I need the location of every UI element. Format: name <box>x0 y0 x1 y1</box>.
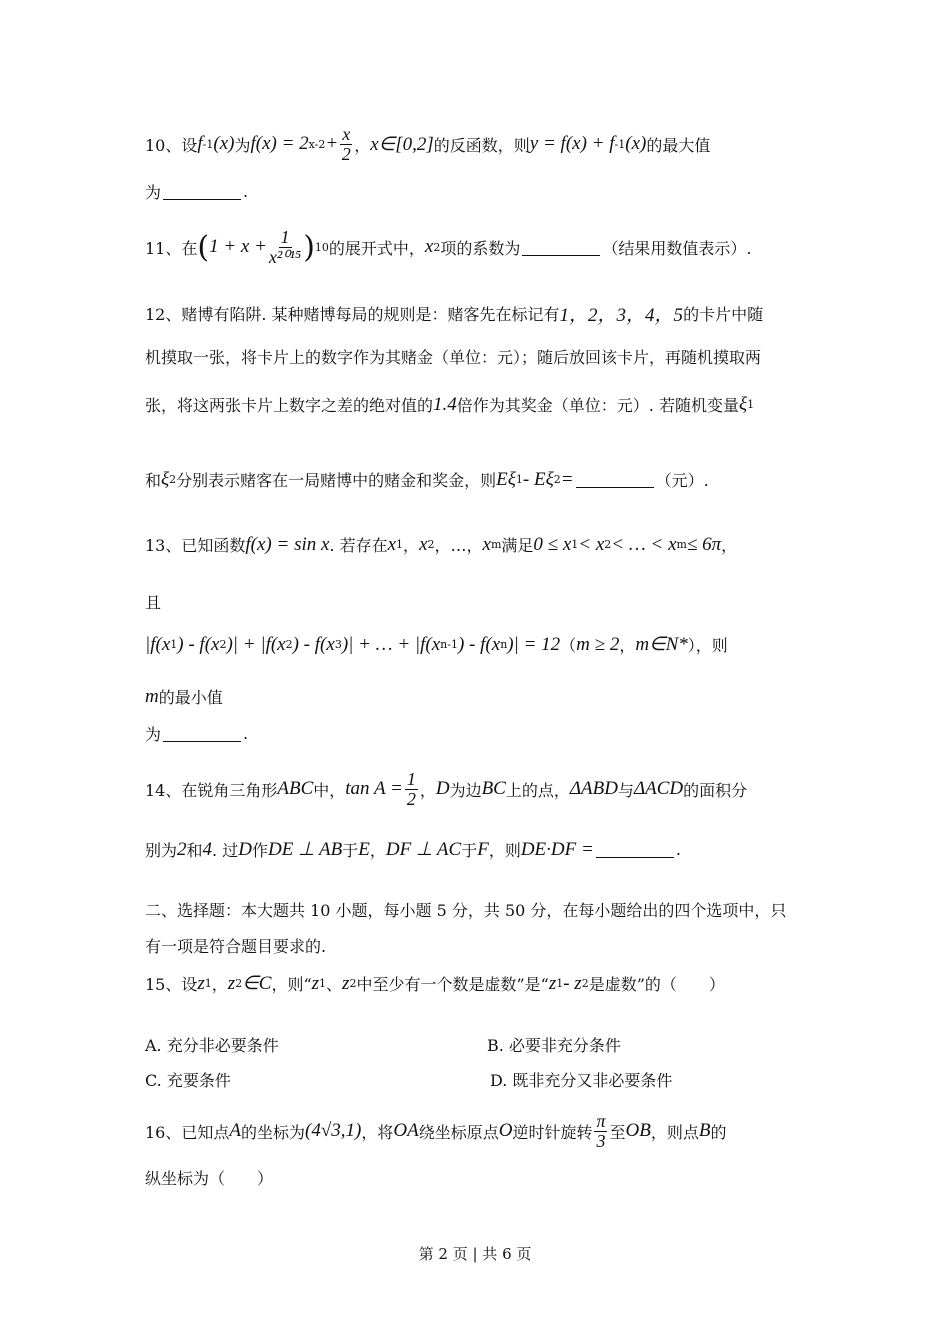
text-line <box>145 1166 273 1189</box>
math: < x <box>578 533 605 555</box>
answer-blank <box>163 183 241 200</box>
text: 纵坐标为（ ） <box>145 1169 274 1188</box>
text: 为 <box>145 725 162 744</box>
math: 0 ≤ x <box>533 533 572 555</box>
text: ， <box>721 536 738 555</box>
fraction-part: π <box>596 1111 606 1131</box>
fraction <box>340 125 352 164</box>
text: ，则“ <box>271 975 312 994</box>
math: ξ <box>738 393 748 415</box>
text: 别为 <box>145 841 178 860</box>
math: DE ⊥ AB <box>267 839 343 860</box>
text: 为 <box>234 135 251 155</box>
text: 分别表示赌客在一局赌博中的赌金和奖金，则 <box>176 471 497 490</box>
text-line <box>145 468 709 491</box>
text-line <box>145 300 763 327</box>
text: . <box>243 182 249 201</box>
superscript: 2 <box>433 240 441 254</box>
text: 机摸取一张，将卡片上的数字作为其赌金（单位：元）；随后放回该卡片，再随机摸取两 <box>145 348 762 367</box>
text-line <box>145 838 681 861</box>
answer-blank <box>163 725 241 742</box>
text-line <box>145 180 248 203</box>
fraction-part: x <box>342 124 351 144</box>
math: tan A = <box>345 778 403 800</box>
text-line <box>145 125 710 164</box>
text: （结果用数值表示）. <box>602 238 752 258</box>
math: m <box>145 685 159 707</box>
math: f(x) = 2 <box>250 133 309 155</box>
text: ， <box>403 536 420 555</box>
text: 且 <box>145 593 162 612</box>
text: 张，将这两张卡片上数字之差的绝对值的 <box>145 396 434 415</box>
math: = <box>560 468 574 490</box>
math: z <box>197 972 205 994</box>
subscript: 2 <box>581 977 589 990</box>
math: < … < x <box>611 533 677 555</box>
subscript: m <box>676 538 687 551</box>
math: m∈N* <box>635 634 688 655</box>
option-c: C. 充要条件 <box>145 1071 231 1090</box>
answer-blank <box>596 841 674 858</box>
answer-blank <box>522 239 600 256</box>
math: - Eξ <box>522 468 554 490</box>
math: 1 + x + <box>209 236 267 258</box>
text: 中， <box>313 780 346 800</box>
text: 的坐标为 <box>240 1122 305 1142</box>
text: 逆时针旋转 <box>512 1122 593 1142</box>
text: ， <box>619 636 636 655</box>
text-line <box>145 533 737 556</box>
fraction-part: 1 <box>280 227 290 247</box>
subscript: 2 <box>553 473 561 486</box>
math: D <box>238 838 252 860</box>
math: ≤ 6π <box>686 533 722 555</box>
text-line <box>145 633 728 656</box>
text: . 若存在 <box>329 536 388 555</box>
text: ，则 <box>488 841 521 860</box>
subscript: 2 <box>349 977 357 990</box>
math: DE·DF = <box>520 838 594 860</box>
math: ABC <box>277 778 314 800</box>
text-line <box>145 770 747 809</box>
subscript: 2 <box>285 638 293 651</box>
text: 16、已知点 <box>145 1122 230 1142</box>
math: z <box>548 972 557 994</box>
text: 于 <box>342 841 359 860</box>
math: (x) <box>213 133 235 155</box>
bracket: ) <box>303 229 315 265</box>
text: ），则 <box>687 636 728 655</box>
math: )| = 12 <box>507 633 561 655</box>
math: ∈C <box>242 973 272 994</box>
text: 11、在 <box>145 238 198 258</box>
text: 作 <box>251 841 268 860</box>
text: ， <box>211 975 228 994</box>
subscript: 3 <box>334 638 342 651</box>
text: ，则点 <box>650 1122 699 1142</box>
fraction <box>405 770 418 809</box>
math: Eξ <box>496 468 516 490</box>
superscript: -1 <box>202 137 214 151</box>
text: 12、赌博有陷阱. 某种赌博每局的规则是：赌客先在标记有 <box>145 305 560 324</box>
math: ΔABD <box>569 778 618 800</box>
bracket: ( <box>197 229 210 265</box>
text: （ <box>560 636 577 655</box>
subscript: 2 <box>427 538 435 551</box>
text: 与 <box>617 780 634 800</box>
math: x <box>424 236 434 258</box>
math: B <box>698 1120 711 1142</box>
math: 2 <box>177 838 187 860</box>
math: E <box>358 838 370 860</box>
text: 二、选择题：本大题共 10 小题，每小题 5 分，共 50 分，在每小题给出的四个选项中，只 <box>145 901 787 920</box>
fraction-part: 2 <box>341 143 351 164</box>
math: )| + … + |f(x <box>341 633 441 655</box>
subscript: 1 <box>747 398 755 411</box>
math: f <box>197 133 203 155</box>
superscript: 10 <box>314 240 329 254</box>
text: 的最大值 <box>646 135 711 155</box>
text: 和 <box>145 471 162 490</box>
option-a: A. 充分非必要条件 <box>145 1036 279 1055</box>
fraction-part: 1 <box>406 769 416 789</box>
math: F <box>477 838 489 860</box>
text-line <box>145 898 786 921</box>
text-line <box>145 228 751 267</box>
math: - z <box>563 972 582 994</box>
text: . <box>243 724 249 743</box>
math: m ≥ 2 <box>576 633 620 655</box>
text-line <box>145 393 754 416</box>
subscript: 2 <box>235 977 243 990</box>
superscript: -1 <box>614 137 626 151</box>
text: 上的点， <box>505 780 570 800</box>
text: ，…， <box>434 536 483 555</box>
subscript: n-1 <box>440 638 458 651</box>
math: x <box>482 533 491 555</box>
subscript: 1 <box>571 538 579 551</box>
page-footer: 第 2 页 | 共 6 页 <box>418 1245 532 1263</box>
subscript: 1 <box>396 538 404 551</box>
text: 的卡片中随 <box>683 305 764 324</box>
text-line <box>145 590 161 613</box>
text: 项的系数为 <box>440 238 521 258</box>
math: D <box>435 778 450 800</box>
option-b: B. 必要非充分条件 <box>487 1036 621 1055</box>
text-line <box>145 1112 726 1151</box>
fraction-part: x²⁰¹⁵ <box>268 246 302 267</box>
text: 是虚数”的（ ） <box>588 975 725 994</box>
text-line <box>145 345 761 368</box>
text: 10、设 <box>145 135 198 155</box>
math: ξ <box>161 468 170 490</box>
text-line <box>145 934 326 957</box>
math: x∈[0,2] <box>370 133 434 155</box>
math: z <box>227 972 236 994</box>
subscript: 1 <box>170 638 178 651</box>
text: ，将 <box>361 1122 394 1142</box>
text-line <box>145 685 223 708</box>
option-d: D. 既非充分又非必要条件 <box>490 1071 673 1090</box>
subscript: 2 <box>604 538 612 551</box>
subscript: m <box>490 538 502 551</box>
math: ) - f(x <box>457 633 501 655</box>
math: OA <box>393 1120 419 1142</box>
math: z <box>311 972 320 994</box>
subscript: 1 <box>319 977 327 990</box>
math: + <box>325 133 339 155</box>
math: 4 <box>202 838 213 860</box>
math: (x) <box>625 133 647 155</box>
text: 的最小值 <box>158 688 223 707</box>
text: 于 <box>461 841 478 860</box>
math: BC <box>481 778 506 800</box>
math: x <box>419 533 428 555</box>
fraction-part: 3 <box>596 1130 606 1151</box>
text: 满足 <box>501 536 534 555</box>
text: 为边 <box>449 780 482 800</box>
math: f(x) = sin x <box>245 533 330 555</box>
text: 至 <box>609 1122 626 1142</box>
math: OB <box>625 1120 651 1142</box>
math: 1，2，3，4，5 <box>559 305 684 326</box>
subscript: 2 <box>169 473 177 486</box>
fraction <box>269 228 301 267</box>
math: )| + |f(x <box>226 633 286 655</box>
text: ， <box>354 135 371 155</box>
text: ， <box>419 780 436 800</box>
math: ) - f(x <box>292 633 335 655</box>
fraction <box>594 1112 607 1151</box>
text: 倍作为其奖金（单位：元）. 若随机变量 <box>456 396 739 415</box>
math: |f(x <box>145 633 171 655</box>
text: 的反函数，则 <box>433 135 530 155</box>
text: 和 <box>186 841 203 860</box>
text: 、 <box>326 975 343 994</box>
text: ， <box>369 841 386 860</box>
math: (4√3,1) <box>305 1120 362 1142</box>
text: 中至少有一个数是虚数”是“ <box>356 975 549 994</box>
subscript: 1 <box>556 977 564 990</box>
text: 为 <box>145 183 162 202</box>
subscript: 2 <box>219 638 227 651</box>
fraction-part: 2 <box>406 788 416 809</box>
math: A <box>229 1120 241 1142</box>
subscript: n <box>500 638 508 651</box>
math: ) - f(x <box>177 633 220 655</box>
text-line <box>145 722 248 745</box>
text: 13、已知函数 <box>145 536 246 555</box>
text: 的面积分 <box>683 780 748 800</box>
math: x <box>387 533 397 555</box>
text: 14、在锐角三角形 <box>145 780 278 800</box>
math: ΔACD <box>633 778 684 800</box>
math: y = f(x) + f <box>529 133 615 155</box>
answer-blank <box>576 471 654 488</box>
subscript: 1 <box>515 473 523 486</box>
text: 有一项是符合题目要求的. <box>145 937 327 956</box>
text: . 过 <box>212 841 239 860</box>
text-line <box>145 972 725 995</box>
text: 15、设 <box>145 975 198 994</box>
math: z <box>342 972 350 994</box>
subscript: 1 <box>204 977 212 990</box>
superscript: x-2 <box>308 137 326 151</box>
text: 的展开式中， <box>328 238 425 258</box>
math: 1.4 <box>433 393 457 415</box>
math: O <box>498 1120 513 1142</box>
text: 绕坐标原点 <box>418 1122 499 1142</box>
math: DF ⊥ AC <box>385 839 462 860</box>
text: 的 <box>710 1122 727 1142</box>
text: （元）. <box>655 471 709 490</box>
text: . <box>675 840 681 859</box>
